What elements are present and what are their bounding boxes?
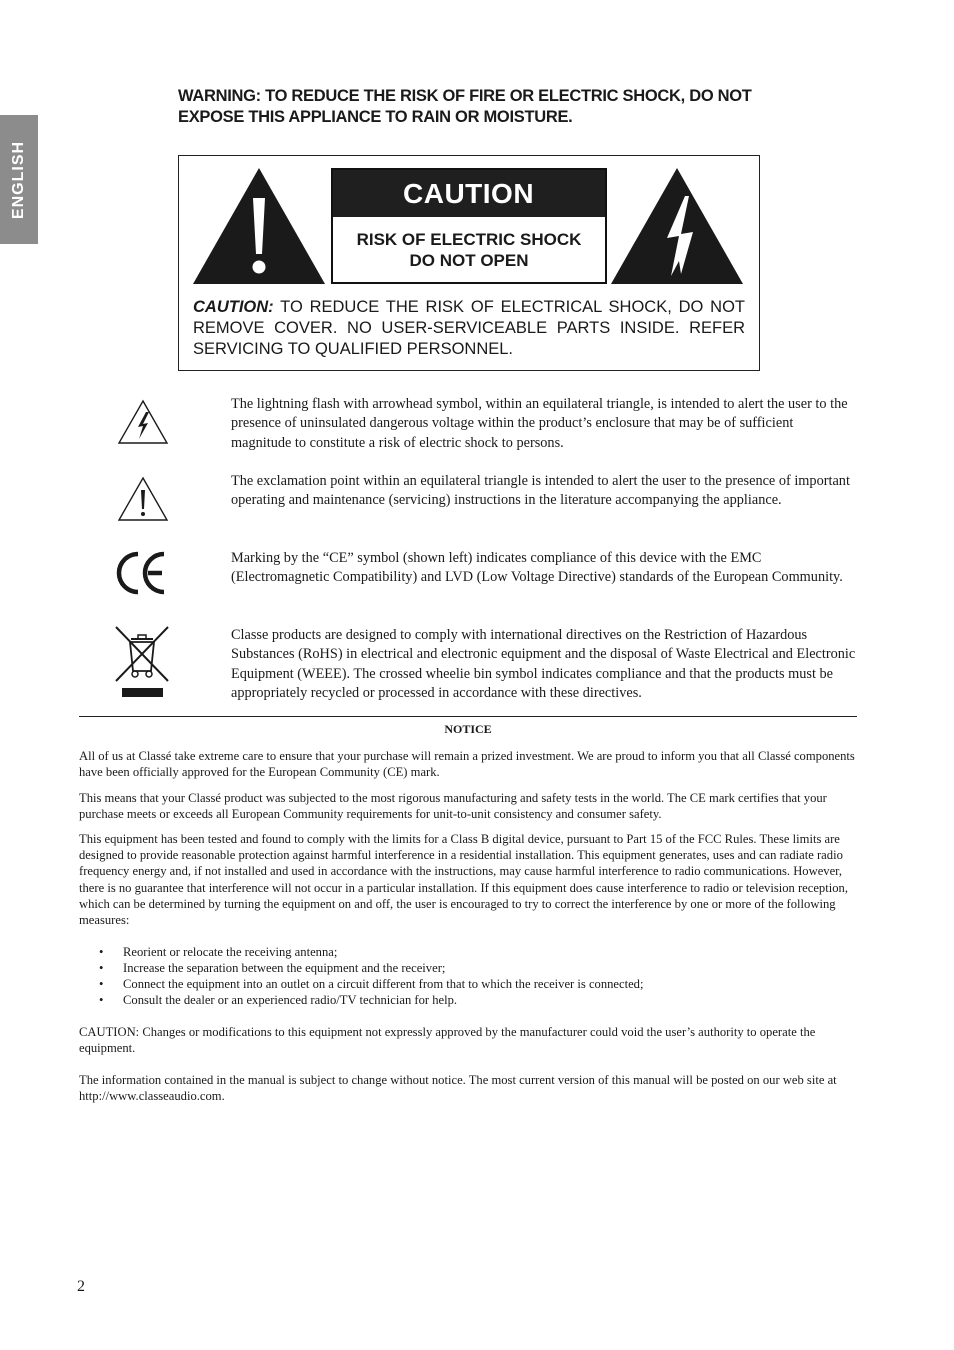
exclamation-triangle-icon <box>117 476 169 522</box>
symbol-description: The exclamation point within an equilateral triangle is intended to alert the user to the presence of important operating and maintenance (servicing) instructions in the literature accompanying the appliance. <box>231 473 850 509</box>
notice-paragraph: This equipment has been tested and found to comply with the limits for a Class B digital device, pursuant to Part 15 of the FCC Rules. These limits are designed to provide reasonable protection against harmful interference in a residential installation. This equipment generates, uses and can radiate radio frequency energy and, if not installed and used in accordance with the instructions, may cause harmful interference to radio communications. However, there is no guarantee that interference will not occur in a particular installation. If this equipment does cause interference to radio or television reception, which can be determined by turning the equipment on and off, the user is encouraged to try to correct the interference by one or more of the following measures: <box>79 832 848 928</box>
caution-statement <box>193 297 745 360</box>
warning-heading: WARNING: TO REDUCE THE RISK OF FIRE OR ELECTRIC SHOCK, DO NOT EXPOSE THIS APPLIANCE TO RAIN OR MOISTURE. <box>178 87 752 126</box>
list-item: • Consult the dealer or an experienced radio/TV technician for help. <box>79 992 857 1008</box>
caution-label-header: CAUTION <box>333 170 605 217</box>
lightning-triangle-icon <box>609 166 745 286</box>
crossed-wheelie-bin-icon <box>114 625 170 699</box>
caution-label <box>331 168 607 284</box>
notice-paragraph: The information contained in the manual is subject to change without notice. The most current version of this manual will be posted on our web site at http://www.classeaudio.com. <box>79 1073 837 1104</box>
notice-paragraph: This means that your Classé product was subjected to the most rigorous manufacturing and safety tests in the world. The CE mark certifies that your purchase meets or exceeds all European Community requirements for unit-to-unit consistency and consumer safety. <box>79 791 827 822</box>
notice-title: NOTICE <box>444 722 492 736</box>
list-item: • Reorient or relocate the receiving antenna; <box>79 944 857 960</box>
language-tab-label: ENGLISH <box>10 140 27 219</box>
caution-panel <box>178 155 760 371</box>
notice-paragraph: CAUTION: Changes or modifications to this equipment not expressly approved by the manufacturer could void the user’s authority to operate the equipment. <box>79 1025 816 1056</box>
interference-measures-list <box>79 944 857 1008</box>
caution-label-body <box>333 217 605 271</box>
section-divider <box>79 716 857 717</box>
ce-mark-icon <box>114 550 168 596</box>
notice-paragraph: All of us at Classé take extreme care to ensure that your purchase will remain a prized investment. We are proud to inform you that all Classé components have been officially approved for the European Community (CE) mark. <box>79 749 855 780</box>
lightning-triangle-icon <box>117 399 169 445</box>
list-item: • Increase the separation between the equipment and the receiver; <box>79 960 857 976</box>
symbol-description: Classe products are designed to comply with international directives on the Restriction of Hazardous Substances (RoHS) in electrical and electronic equipment and the disposal of Waste Electrical and Electronic Equipment (WEEE). The crossed wheelie bin symbol indicates compliance and that the products must be appropriately recycled or processed in accordance with these directives. <box>231 627 856 701</box>
list-item: • Connect the equipment into an outlet on a circuit different from that to which the receiver is connected; <box>79 976 857 992</box>
exclamation-triangle-icon <box>191 166 327 286</box>
page-number: 2 <box>77 1278 85 1295</box>
caution-lead: CAUTION: <box>193 298 274 316</box>
caution-label-line2: DO NOT OPEN <box>409 251 529 270</box>
language-tab <box>0 115 38 244</box>
caution-body: TO REDUCE THE RISK OF ELECTRICAL SHOCK, DO NOT REMOVE COVER. NO USER-SERVICEABLE PARTS INSIDE. REFER SERVICING TO QUALIFIED PERSONNEL. <box>193 298 745 358</box>
caution-label-line1: RISK OF ELECTRIC SHOCK <box>356 230 582 249</box>
symbol-description: Marking by the “CE” symbol (shown left) indicates compliance of this device with the EMC (Electromagnetic Compatibility) and LVD (Low Voltage Directive) standards of the European Community. <box>231 550 843 586</box>
symbol-description: The lightning flash with arrowhead symbol, within an equilateral triangle, is intended to alert the user to the presence of uninsulated dangerous voltage within the product’s enclosure that may be of sufficient magnitude to constitute a risk of electric shock to persons. <box>231 396 848 451</box>
